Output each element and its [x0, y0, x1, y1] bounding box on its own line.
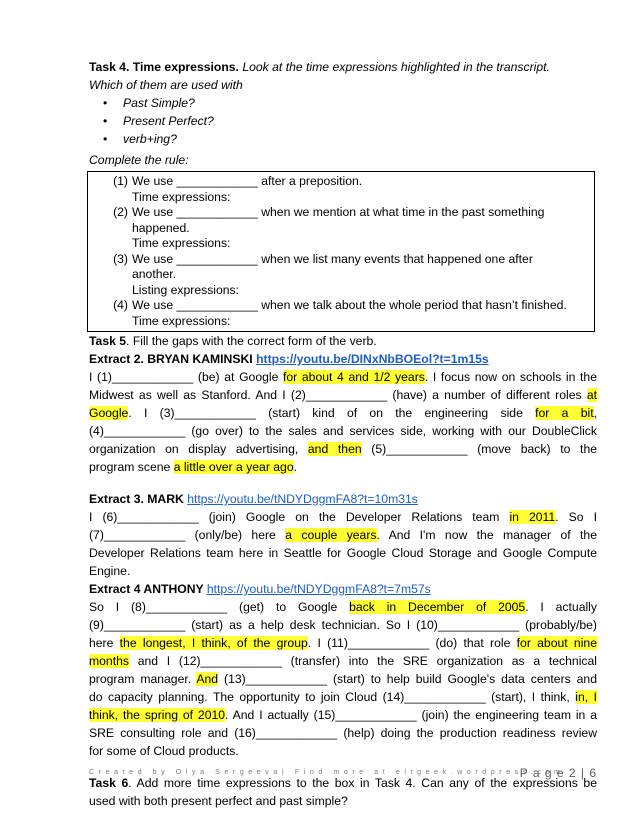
time-expression-highlight: a little over a year ago [173, 460, 294, 474]
rule-subline: Listing expressions: [132, 282, 240, 297]
extract4-label: Extract 4 ANTHONY [89, 582, 207, 596]
task5-heading [89, 332, 597, 350]
time-expression-highlight: And [196, 672, 219, 686]
extract4-link[interactable]: https://youtu.be/tNDYDggmFA8?t=7m57s [206, 582, 431, 596]
task4-heading [89, 58, 597, 76]
time-expression-highlight: for about nine [516, 636, 597, 650]
rule-subline: Time expressions: [132, 189, 231, 204]
extract3-label: Extract 3 [89, 492, 141, 506]
extract3-line: I (6)____________ (join) Google on the Developer Relations team in 2011. So I [89, 510, 597, 524]
rule-text: We use ____________ when we mention at what time in the past something [132, 205, 545, 219]
bullet-past-simple: • Past Simple? [103, 94, 597, 112]
extract2-line: (4)____________ (go over) to the sales and services side, working with our DoubleClick [89, 424, 597, 438]
rule-number: (4) [113, 298, 128, 312]
task4-intro: Look at the time expressions highlighted in the transcript. [238, 60, 550, 74]
rule-box [87, 171, 595, 332]
task6-line: Task 6. Add more time expressions to the box in Task 4. Can any of the expressions be [89, 776, 597, 790]
bullet-verb-ing: • verb+ing? [103, 130, 597, 148]
extract4-line: do capacity planning. The opportunity to join Cloud (14)____________ (start), I think, in, I [89, 690, 597, 704]
extract3-line: (7)____________ (only/be) here a couple years. And I'm now the manager of the [89, 528, 597, 542]
extract2-line: program scene a little over a year ago. [89, 460, 297, 474]
extract4-line: here the longest, I think, of the group. I (11)____________ (do) that role for about nine [89, 636, 597, 650]
task4-title: Task 4. Time expressions. [89, 60, 239, 74]
extract2-link[interactable]: https://youtu.be/DINxNbBOEol?t=1m15s [256, 352, 489, 366]
extract2-line: Google. I (3)____________ (start) kind of on the engineering side for a bit, [89, 406, 597, 420]
extract4-line: months and I (12)____________ (transfer) into the SRE organization as a technical [89, 654, 597, 668]
document-page [89, 58, 597, 810]
time-expression-highlight: a couple years [285, 528, 377, 542]
time-expression-highlight: for about 4 and 1/2 years [283, 370, 425, 384]
extract4-line: So I (8)____________ (get) to Google back in December of 2005. I actually [89, 600, 597, 614]
rule-number: (2) [113, 205, 128, 219]
footer-credit: Created by Olya Sergeeva| Find more at eltgeek.wordpress.com [89, 769, 565, 776]
rule-subline: another. [132, 267, 177, 281]
extract2-line: Midwest as well as Stanford. And I (2)____________ (have) a number of different roles at [89, 388, 597, 402]
extract2-heading [89, 350, 597, 368]
extract2-line: I (1)____________ (be) at Google for about 4 and 1/2 years. I focus now on schools in the [89, 370, 597, 384]
extract3-line: Developer Relations team here in Seattle for Google Cloud Storage and Google Compute [89, 546, 597, 560]
time-expression-highlight: in 2011 [509, 510, 556, 524]
rule-subline: Time expressions: [132, 236, 231, 250]
rule-text: We use ____________ after a preposition. [132, 174, 363, 188]
bullet-present-perfect: • Present Perfect? [103, 112, 597, 130]
time-expression-highlight: think, the spring of 2010 [89, 708, 226, 722]
rule-item [88, 205, 594, 252]
task5-title: Task 5 [89, 334, 127, 348]
rule-number: (1) [113, 174, 128, 188]
time-expression-highlight: months [89, 654, 129, 668]
task5-text: . Fill the gaps with the correct form of the verb. [126, 334, 377, 348]
task6-title: Task 6 [89, 776, 129, 790]
time-expression-highlight: and then [307, 442, 362, 456]
extract3-line: Engine. [89, 564, 131, 578]
task4-question: Which of them are used with [89, 78, 243, 92]
time-expression-highlight: for a bit [535, 406, 594, 420]
rule-subline: happened. [132, 220, 190, 235]
task6-line: used with both present perfect and past simple? [89, 794, 348, 808]
extract4-line: SRE consulting role and (16)____________ (help) doing the production readiness review [89, 726, 597, 740]
rule-item [88, 252, 594, 299]
rule-number: (3) [113, 251, 128, 266]
rule-text: We use ____________ when we list many events that happened one after [132, 251, 533, 266]
time-expression-highlight: the longest, I think, of the group [119, 636, 308, 650]
time-expression-highlight: back in December of 2005 [349, 600, 526, 614]
rule-item [88, 298, 594, 329]
extract4-line: for some of Cloud products. [89, 744, 239, 758]
extract3-name: . MARK [140, 492, 188, 506]
tense-list [89, 94, 597, 148]
extract2-label: Extract 2. BRYAN KAMINSKI [89, 352, 257, 366]
extract2-line: organization on display advertising, and then (5)____________ (move back) to the [89, 442, 597, 456]
complete-rule-label: Complete the rule: [89, 153, 189, 167]
rule-text: We use ____________ when we talk about the whole period that hasn’t finished. [132, 298, 567, 312]
time-expression-highlight: in, I [575, 690, 597, 704]
rule-item [88, 174, 594, 205]
page-number: P a g e 2 | 6 [519, 766, 597, 780]
extract3-link[interactable]: https://youtu.be/tNDYDggmFA8?t=10m31s [187, 492, 418, 506]
extract4-line: program manager. And (13)____________ (start) to help build Google's data centers and [89, 672, 597, 686]
extract4-line: think, the spring of 2010. And I actually (15)____________ (join) the engineering team in a [89, 708, 597, 722]
extract4-line: (9)____________ (start) as a help desk technician. So I (10)____________ (probably/be) [89, 618, 597, 632]
time-expression-highlight: at [586, 388, 597, 402]
extract3-heading [89, 490, 597, 508]
rule-subline: Time expressions: [132, 313, 231, 328]
extract4-heading [89, 580, 597, 598]
time-expression-highlight: Google [89, 406, 129, 420]
